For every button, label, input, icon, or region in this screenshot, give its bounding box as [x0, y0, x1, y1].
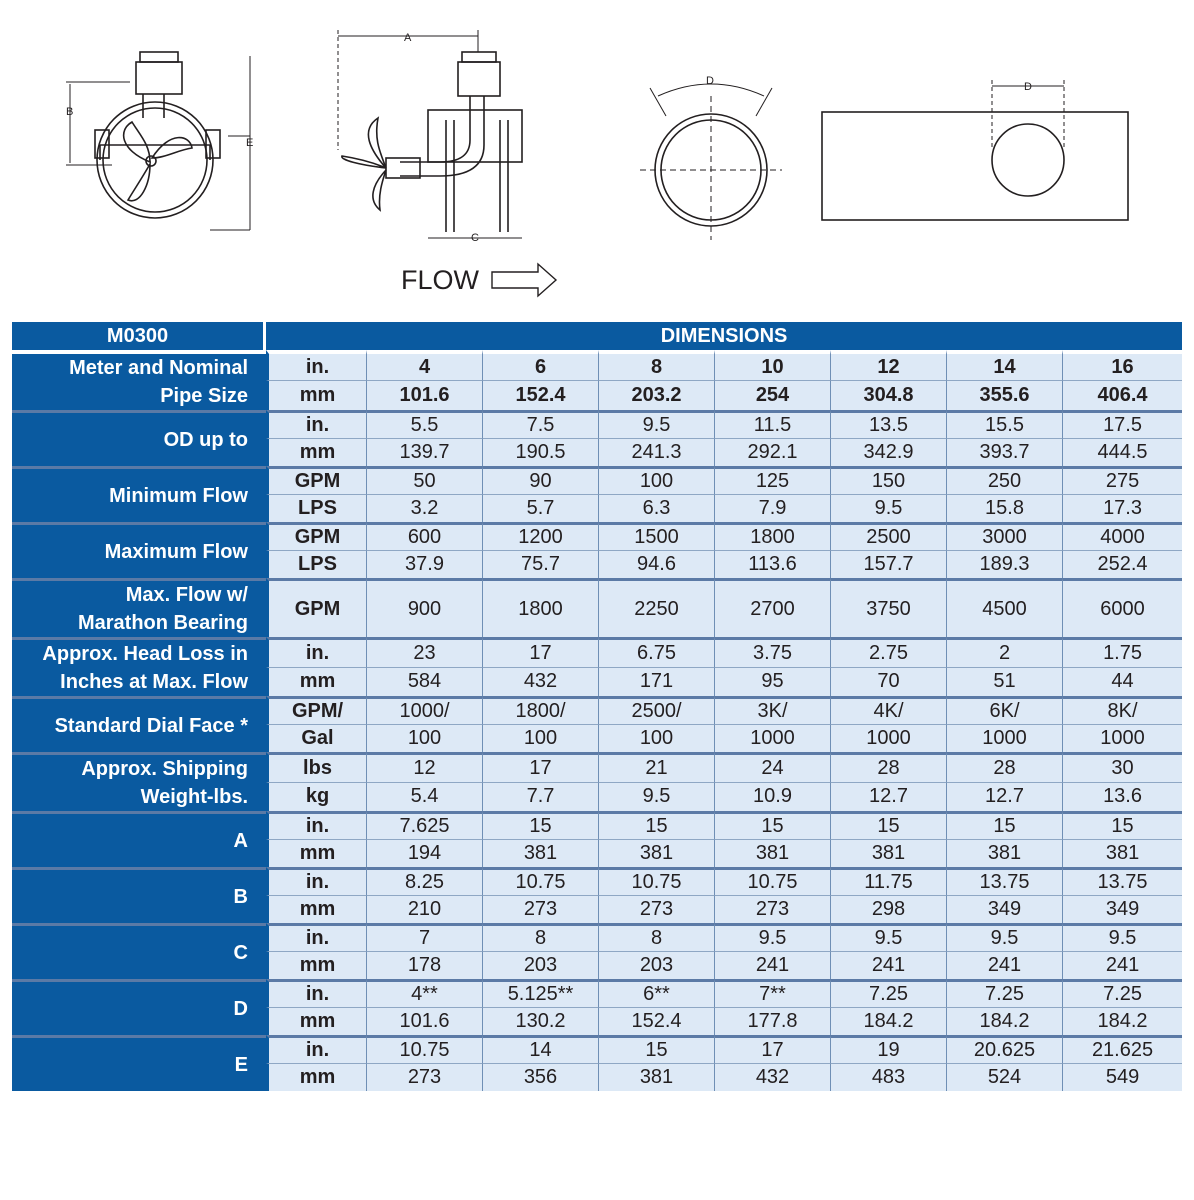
row-label-line: Approx. Head Loss in [42, 643, 248, 665]
unit-cell: in. [266, 350, 366, 380]
value-cell: 130.2 [482, 1007, 598, 1035]
unit-cell: mm [266, 951, 366, 979]
value-cell: 6000 [1062, 578, 1182, 637]
value-cell: 17.3 [1062, 494, 1182, 522]
row-label-line: Approx. Shipping [81, 758, 248, 780]
value-cell: 90 [482, 466, 598, 494]
value-cell: 17 [714, 1035, 830, 1063]
value-cell: 7.7 [482, 782, 598, 812]
value-cell: 3K/ [714, 696, 830, 724]
value-cell: 203 [598, 951, 714, 979]
value-cell: 6.3 [598, 494, 714, 522]
value-cell: 210 [366, 895, 482, 923]
unit-cell: LPS [266, 550, 366, 578]
value-cell: 17 [482, 752, 598, 782]
value-cell: 275 [1062, 466, 1182, 494]
value-cell: 381 [714, 839, 830, 867]
value-cell: 100 [598, 466, 714, 494]
value-cell: 406.4 [1062, 380, 1182, 410]
value-cell: 152.4 [598, 1007, 714, 1035]
value-cell: 342.9 [830, 438, 946, 466]
value-cell: 100 [366, 724, 482, 752]
row-label-line: Minimum Flow [109, 484, 248, 507]
value-cell: 7.625 [366, 811, 482, 839]
value-cell: 12 [830, 350, 946, 380]
value-cell: 11.75 [830, 867, 946, 895]
value-cell: 203.2 [598, 380, 714, 410]
value-cell: 549 [1062, 1063, 1182, 1091]
value-cell: 24 [714, 752, 830, 782]
value-cell: 9.5 [946, 923, 1062, 951]
value-cell: 3.75 [714, 637, 830, 667]
value-cell: 8 [598, 350, 714, 380]
value-cell: 17.5 [1062, 410, 1182, 438]
row-label-line: Maximum Flow [104, 540, 248, 563]
row-label-line: Pipe Size [160, 385, 248, 407]
value-cell: 9.5 [830, 923, 946, 951]
side-view-drawing [338, 30, 522, 238]
value-cell: 1000/ [366, 696, 482, 724]
value-cell: 2250 [598, 578, 714, 637]
value-cell: 171 [598, 667, 714, 697]
value-cell: 9.5 [598, 410, 714, 438]
value-cell: 8.25 [366, 867, 482, 895]
value-cell: 10.9 [714, 782, 830, 812]
value-cell: 21 [598, 752, 714, 782]
value-cell: 184.2 [1062, 1007, 1182, 1035]
value-cell: 4000 [1062, 522, 1182, 550]
value-cell: 157.7 [830, 550, 946, 578]
value-cell: 483 [830, 1063, 946, 1091]
value-cell: 70 [830, 667, 946, 697]
value-cell: 95 [714, 667, 830, 697]
value-cell: 7.25 [830, 979, 946, 1007]
value-cell: 1800 [714, 522, 830, 550]
unit-cell: in. [266, 979, 366, 1007]
value-cell: 113.6 [714, 550, 830, 578]
value-cell: 2.75 [830, 637, 946, 667]
unit-cell: in. [266, 923, 366, 951]
table-row [12, 979, 1182, 1007]
value-cell: 12 [366, 752, 482, 782]
value-cell: 241 [946, 951, 1062, 979]
value-cell: 2 [946, 637, 1062, 667]
value-cell: 381 [830, 839, 946, 867]
value-cell: 5.5 [366, 410, 482, 438]
value-cell: 28 [946, 752, 1062, 782]
value-cell: 432 [482, 667, 598, 697]
value-cell: 254 [714, 380, 830, 410]
value-cell: 190.5 [482, 438, 598, 466]
unit-cell: in. [266, 811, 366, 839]
unit-cell: mm [266, 1007, 366, 1035]
row-label-minflow [12, 466, 266, 522]
flow-label: FLOW [401, 265, 479, 295]
value-cell: 292.1 [714, 438, 830, 466]
value-cell: 177.8 [714, 1007, 830, 1035]
value-cell: 7 [366, 923, 482, 951]
row-label-line: D [233, 997, 248, 1020]
unit-cell: GPM/ [266, 696, 366, 724]
value-cell: 241.3 [598, 438, 714, 466]
row-label-e [12, 1035, 266, 1091]
value-cell: 3.2 [366, 494, 482, 522]
row-label-line: B [233, 885, 248, 908]
value-cell: 19 [830, 1035, 946, 1063]
value-cell: 1800 [482, 578, 598, 637]
row-label-line: E [234, 1053, 248, 1076]
value-cell: 3000 [946, 522, 1062, 550]
dimension-diagrams [0, 0, 1194, 310]
value-cell: 381 [482, 839, 598, 867]
value-cell: 15.8 [946, 494, 1062, 522]
unit-cell: Gal [266, 724, 366, 752]
value-cell: 1000 [714, 724, 830, 752]
value-cell: 1000 [1062, 724, 1182, 752]
value-cell: 2500/ [598, 696, 714, 724]
row-label-b [12, 867, 266, 923]
unit-cell: mm [266, 839, 366, 867]
row-label-line: Standard Dial Face * [54, 714, 248, 737]
table-row [12, 923, 1182, 951]
value-cell: 355.6 [946, 380, 1062, 410]
table-row [12, 811, 1182, 839]
value-cell: 15 [830, 811, 946, 839]
table-row [12, 410, 1182, 438]
value-cell: 7** [714, 979, 830, 1007]
value-cell: 15 [946, 811, 1062, 839]
unit-cell: GPM [266, 466, 366, 494]
value-cell: 23 [366, 637, 482, 667]
table-row [12, 752, 1182, 782]
value-cell: 94.6 [598, 550, 714, 578]
unit-cell: LPS [266, 494, 366, 522]
value-cell: 1200 [482, 522, 598, 550]
value-cell: 101.6 [366, 380, 482, 410]
value-cell: 349 [1062, 895, 1182, 923]
value-cell: 139.7 [366, 438, 482, 466]
value-cell: 13.75 [1062, 867, 1182, 895]
value-cell: 8 [482, 923, 598, 951]
value-cell: 101.6 [366, 1007, 482, 1035]
value-cell: 9.5 [830, 494, 946, 522]
value-cell: 13.5 [830, 410, 946, 438]
value-cell: 8 [598, 923, 714, 951]
value-cell: 900 [366, 578, 482, 637]
value-cell: 1800/ [482, 696, 598, 724]
pipe-section-drawing [822, 80, 1128, 220]
value-cell: 5.4 [366, 782, 482, 812]
value-cell: 273 [366, 1063, 482, 1091]
row-label-a [12, 811, 266, 867]
value-cell: 298 [830, 895, 946, 923]
value-cell: 432 [714, 1063, 830, 1091]
value-cell: 10.75 [598, 867, 714, 895]
unit-cell: mm [266, 380, 366, 410]
value-cell: 15.5 [946, 410, 1062, 438]
row-label-line: OD up to [163, 428, 248, 451]
value-cell: 1000 [830, 724, 946, 752]
unit-cell: lbs [266, 752, 366, 782]
value-cell: 10.75 [482, 867, 598, 895]
value-cell: 7.25 [1062, 979, 1182, 1007]
value-cell: 21.625 [1062, 1035, 1182, 1063]
row-label-line: Marathon Bearing [77, 612, 248, 634]
value-cell: 6** [598, 979, 714, 1007]
row-label-headloss [12, 637, 266, 696]
value-cell: 44 [1062, 667, 1182, 697]
value-cell: 381 [1062, 839, 1182, 867]
value-cell: 4** [366, 979, 482, 1007]
value-cell: 184.2 [830, 1007, 946, 1035]
value-cell: 14 [946, 350, 1062, 380]
value-cell: 11.5 [714, 410, 830, 438]
value-cell: 1500 [598, 522, 714, 550]
table-row [12, 867, 1182, 895]
value-cell: 250 [946, 466, 1062, 494]
value-cell: 349 [946, 895, 1062, 923]
value-cell: 8K/ [1062, 696, 1182, 724]
value-cell: 13.75 [946, 867, 1062, 895]
value-cell: 30 [1062, 752, 1182, 782]
value-cell: 5.7 [482, 494, 598, 522]
value-cell: 15 [598, 1035, 714, 1063]
value-cell: 241 [830, 951, 946, 979]
value-cell: 3750 [830, 578, 946, 637]
row-label-c [12, 923, 266, 979]
value-cell: 4K/ [830, 696, 946, 724]
table-row [12, 696, 1182, 724]
dimensions-header: DIMENSIONS [266, 322, 1182, 350]
dim-label-c: C [471, 232, 479, 244]
front-view-drawing [66, 52, 250, 230]
row-label-line: Weight-lbs. [140, 786, 248, 808]
value-cell: 28 [830, 752, 946, 782]
table-row [12, 522, 1182, 550]
value-cell: 381 [946, 839, 1062, 867]
value-cell: 381 [598, 1063, 714, 1091]
row-label-line: C [233, 941, 248, 964]
value-cell: 203 [482, 951, 598, 979]
model-header: M0300 [12, 322, 266, 350]
unit-cell: in. [266, 867, 366, 895]
unit-cell: mm [266, 667, 366, 697]
value-cell: 4 [366, 350, 482, 380]
value-cell: 7.25 [946, 979, 1062, 1007]
value-cell: 15 [482, 811, 598, 839]
value-cell: 9.5 [598, 782, 714, 812]
unit-cell: in. [266, 637, 366, 667]
value-cell: 184.2 [946, 1007, 1062, 1035]
flow-arrow-icon [492, 264, 556, 296]
value-cell: 15 [1062, 811, 1182, 839]
row-label-line: A [233, 829, 248, 852]
value-cell: 6.75 [598, 637, 714, 667]
value-cell: 51 [946, 667, 1062, 697]
value-cell: 17 [482, 637, 598, 667]
unit-cell: in. [266, 1035, 366, 1063]
unit-cell: mm [266, 895, 366, 923]
dim-label-e: E [246, 137, 254, 149]
value-cell: 189.3 [946, 550, 1062, 578]
value-cell: 15 [714, 811, 830, 839]
value-cell: 75.7 [482, 550, 598, 578]
value-cell: 9.5 [1062, 923, 1182, 951]
unit-cell: mm [266, 1063, 366, 1091]
value-cell: 241 [1062, 951, 1182, 979]
value-cell: 12.7 [946, 782, 1062, 812]
value-cell: 381 [598, 839, 714, 867]
row-label-dial [12, 696, 266, 752]
value-cell: 15 [598, 811, 714, 839]
value-cell: 444.5 [1062, 438, 1182, 466]
value-cell: 524 [946, 1063, 1062, 1091]
value-cell: 2500 [830, 522, 946, 550]
dim-label-a: A [404, 32, 412, 44]
table-row [12, 637, 1182, 667]
row-label-size [12, 350, 266, 410]
dimensions-table [12, 322, 1182, 1091]
value-cell: 10 [714, 350, 830, 380]
value-cell: 1.75 [1062, 637, 1182, 667]
row-label-od [12, 410, 266, 466]
value-cell: 4500 [946, 578, 1062, 637]
value-cell: 12.7 [830, 782, 946, 812]
value-cell: 10.75 [366, 1035, 482, 1063]
dim-label-d-circle: D [706, 75, 714, 87]
value-cell: 252.4 [1062, 550, 1182, 578]
row-label-d [12, 979, 266, 1035]
value-cell: 16 [1062, 350, 1182, 380]
value-cell: 20.625 [946, 1035, 1062, 1063]
unit-cell: GPM [266, 522, 366, 550]
value-cell: 7.5 [482, 410, 598, 438]
table-row [12, 350, 1182, 380]
unit-cell: kg [266, 782, 366, 812]
value-cell: 393.7 [946, 438, 1062, 466]
dim-label-b: B [66, 106, 74, 118]
value-cell: 273 [714, 895, 830, 923]
value-cell: 50 [366, 466, 482, 494]
table-row [12, 578, 1182, 637]
value-cell: 356 [482, 1063, 598, 1091]
value-cell: 178 [366, 951, 482, 979]
value-cell: 125 [714, 466, 830, 494]
value-cell: 7.9 [714, 494, 830, 522]
value-cell: 150 [830, 466, 946, 494]
table-row [12, 466, 1182, 494]
unit-cell: GPM [266, 578, 366, 637]
value-cell: 14 [482, 1035, 598, 1063]
value-cell: 194 [366, 839, 482, 867]
value-cell: 273 [482, 895, 598, 923]
row-label-line: Meter and Nominal [69, 357, 248, 379]
row-label-line: Inches at Max. Flow [60, 671, 248, 693]
value-cell: 10.75 [714, 867, 830, 895]
value-cell: 9.5 [714, 923, 830, 951]
value-cell: 6K/ [946, 696, 1062, 724]
row-label-maxflow [12, 522, 266, 578]
value-cell: 584 [366, 667, 482, 697]
value-cell: 100 [598, 724, 714, 752]
value-cell: 1000 [946, 724, 1062, 752]
value-cell: 37.9 [366, 550, 482, 578]
bore-circle-drawing [640, 84, 782, 240]
value-cell: 273 [598, 895, 714, 923]
row-label-line: Max. Flow w/ [125, 584, 248, 606]
row-label-marathon [12, 578, 266, 637]
unit-cell: mm [266, 438, 366, 466]
value-cell: 600 [366, 522, 482, 550]
value-cell: 5.125** [482, 979, 598, 1007]
dim-label-d-pipe: D [1024, 81, 1032, 93]
value-cell: 241 [714, 951, 830, 979]
table-row [12, 1035, 1182, 1063]
row-label-weight [12, 752, 266, 811]
table-header-row [12, 322, 1182, 350]
value-cell: 100 [482, 724, 598, 752]
unit-cell: in. [266, 410, 366, 438]
value-cell: 304.8 [830, 380, 946, 410]
value-cell: 13.6 [1062, 782, 1182, 812]
value-cell: 152.4 [482, 380, 598, 410]
value-cell: 2700 [714, 578, 830, 637]
value-cell: 6 [482, 350, 598, 380]
